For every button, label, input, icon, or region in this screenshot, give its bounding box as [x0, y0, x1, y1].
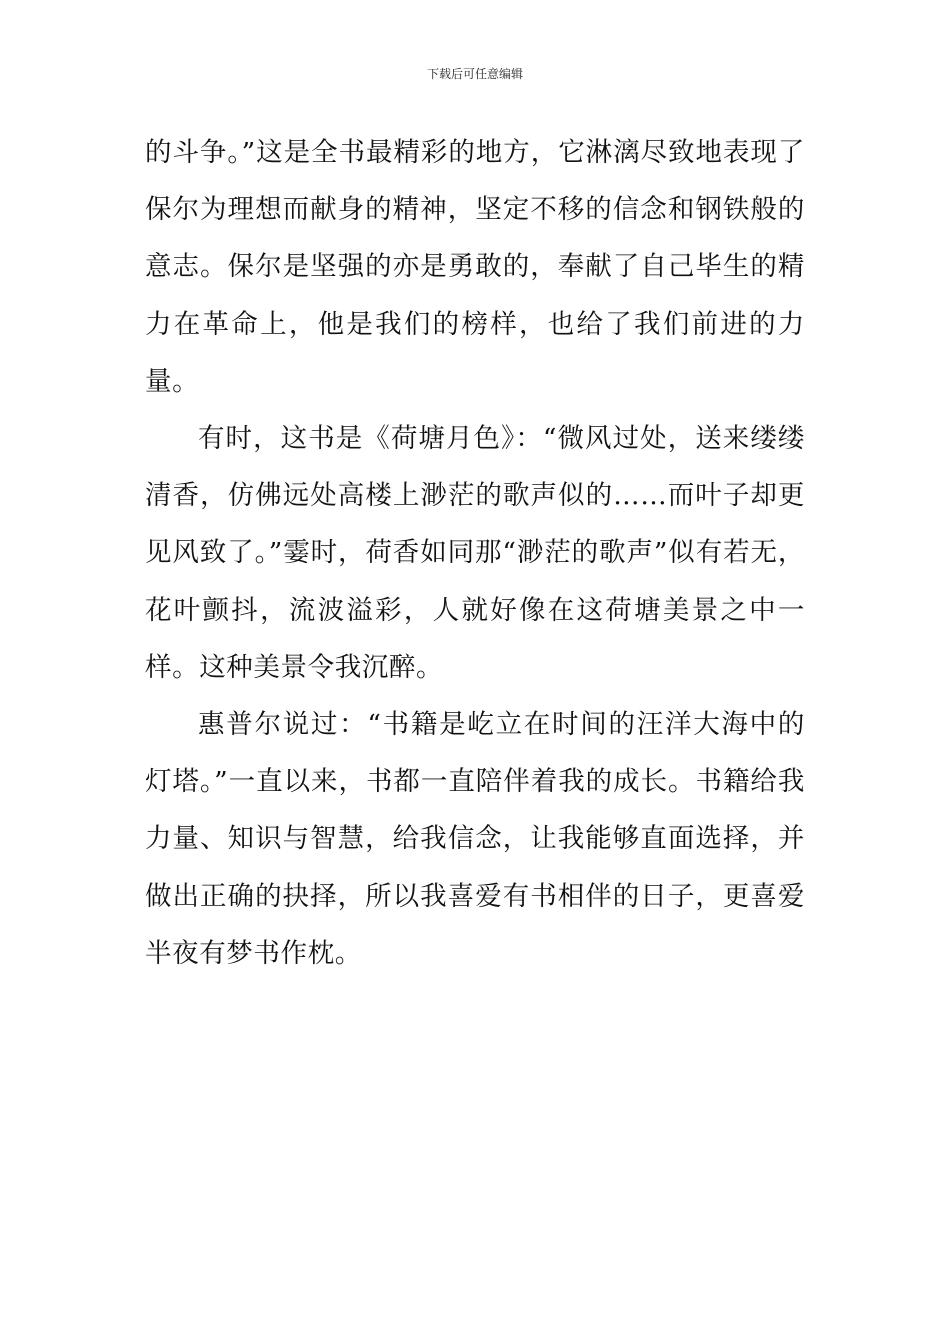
paragraph-2: 有时，这书是《荷塘月色》：“微风过处，送来缕缕清香，仿佛远处高楼上渺茫的歌声似的……而叶子却更见风致了。”霎时，荷香如同那“渺茫的歌声”似有若无，花叶颤抖，流波溢彩，人就好像在这荷塘美景之中一样。这种美景令我沉醉。 — [145, 423, 805, 683]
paragraph-1: 的斗争。”这是全书最精彩的地方，它淋漓尽致地表现了保尔为理想而献身的精神，坚定不移的信念和钢铁般的意志。保尔是坚强的亦是勇敢的，奉献了自己毕生的精力在革命上，他是我们的榜样，也给了我们前进的力量。 — [145, 137, 805, 397]
page-header: 下载后可任意编辑 — [426, 67, 523, 81]
document-body — [145, 124, 805, 982]
paragraph-3: 惠普尔说过：“书籍是屹立在时间的汪洋大海中的灯塔。”一直以来，书都一直陪伴着我的成长。书籍给我力量、知识与智慧，给我信念，让我能够直面选择，并做出正确的抉择，所以我喜爱有书相伴的日子，更喜爱半夜有梦书作枕。 — [145, 709, 805, 969]
